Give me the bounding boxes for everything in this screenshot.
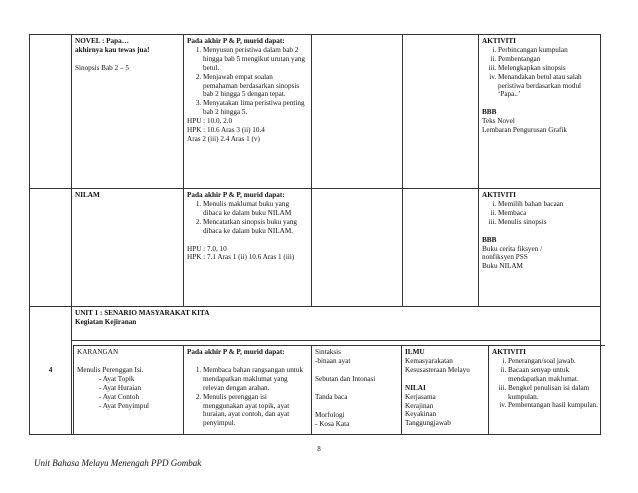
nilai-item: Keyakinan	[405, 410, 437, 419]
bbb-item: Buku cerita fiksyen /	[482, 244, 543, 253]
note: HPK : 10.6 Aras 3 (ii) 10.4	[187, 126, 265, 135]
page-footer: Unit Bahasa Melayu Menengah PPD Gombak	[34, 458, 202, 468]
list-item: ii. Bacaan senyap untuk mendapatkan maklumat.	[508, 366, 602, 384]
activity-cell	[479, 35, 601, 189]
unit-content-row	[30, 341, 601, 435]
objective-cell	[184, 35, 312, 189]
activity-cell	[489, 346, 605, 434]
topic-cell	[72, 189, 184, 307]
unit-header-row	[30, 307, 601, 341]
week-cell	[30, 189, 72, 307]
empty-cell	[312, 35, 403, 189]
objective-cell	[184, 346, 312, 434]
note: Aras 2 (iii) 2.4 Aras 1 (v)	[187, 134, 260, 143]
unit-content	[72, 341, 601, 435]
list-item: 1. Menulis maklumat buku yang dibaca ke dalam buku NILAM	[203, 200, 308, 218]
grammar-cell	[312, 346, 402, 434]
objective-cell	[184, 189, 312, 307]
list-item: iv. Pembentangan hasil kumpulan.	[508, 401, 602, 410]
karangan-title: KARANGAN	[77, 348, 119, 356]
bbb-header: BBB	[482, 108, 497, 117]
list-item: ii. Membaca	[498, 209, 597, 218]
karangan-subtitle: Menulis Perenggan Isi.	[77, 365, 144, 374]
nilai-item: Kerajinan	[405, 401, 434, 410]
empty-cell	[312, 189, 403, 307]
unit-title-cell	[72, 307, 601, 341]
unit-title: UNIT 1 : SENARIO MASYARAKAT KITA	[75, 309, 210, 317]
activity-list	[482, 200, 597, 227]
topic-title: NOVEL : Papa…	[75, 37, 129, 45]
table-row	[30, 35, 601, 189]
grammar-item: -binaan ayat	[315, 356, 351, 365]
grammar-item: - Kosa Kata	[315, 419, 350, 428]
objective-list	[187, 46, 308, 117]
activity-list	[492, 357, 602, 410]
empty-cell	[403, 35, 479, 189]
bbb-item: Teks Novel	[482, 117, 515, 126]
ilmu-nilai-cell	[402, 346, 489, 434]
activity-cell	[479, 189, 601, 307]
list-item: 3. Menyatakan lima peristiwa penting bab 2 hingga 5.	[203, 99, 308, 117]
empty-cell	[403, 189, 479, 307]
activity-header: AKTIVITI	[492, 348, 526, 356]
topic-cell	[72, 35, 184, 189]
table-row	[30, 189, 601, 307]
list-item: - Ayat Penyimpul	[99, 402, 180, 411]
list-item: iii. Menulis sinopsis	[498, 218, 597, 227]
note: HPU : 7.0, 10	[187, 244, 227, 253]
list-item: i. Penerangan/soal jawab.	[508, 357, 602, 366]
objective-header: Pada akhir P & P, murid dapat:	[187, 191, 285, 199]
topic-title: akhirnya kau tewas jua!	[75, 45, 150, 54]
bbb-header: BBB	[482, 235, 497, 244]
note: HPU : 10.0, 2.0	[187, 117, 233, 126]
list-item: 2. Menulis perenggan isi menggunakan ayat topik, ayat huraian, ayat contoh, dan ayat penyimpul.	[203, 393, 308, 429]
grammar-item: Tanda baca	[315, 392, 348, 401]
activity-header: AKTIVITI	[482, 191, 516, 199]
activity-header: AKTIVITI	[482, 37, 516, 45]
bbb-item: Buku NILAM	[482, 262, 523, 271]
grammar-item: Sintaksis	[315, 348, 341, 356]
week-number: 4	[30, 307, 72, 435]
karangan-cell	[74, 346, 184, 434]
week-cell	[30, 35, 72, 189]
topic-subtitle: Sinopsis Bab 2 – 5	[75, 63, 129, 72]
list-item: 1. Membaca bahan rangsangan untuk mendapatkan maklumat yang relevan dengan arahan.	[203, 366, 308, 393]
list-item: 2. Menjawab empat soalan pemahaman berdasarkan sinopsis bab 2 hingga 5 dengan tepat.	[203, 73, 308, 100]
ilmu-item: Kemasyarakatan	[405, 356, 453, 365]
list-item: iii. Melengkapkan sinopsis	[498, 64, 597, 73]
bbb-item: Lembaran Pengurusan Grafik	[482, 126, 568, 135]
list-item: ii. Pembentangan	[498, 55, 597, 64]
karangan-list	[77, 375, 180, 411]
list-item: iv. Menandakan betul atau salah peristiwa berdasarkan modul ‘Papa..’	[498, 73, 597, 100]
activity-list	[482, 46, 597, 99]
ilmu-item: Kesusasteraan Melayu	[405, 365, 470, 374]
list-item: - Ayat Topik	[99, 375, 180, 384]
note: HPK : 7.1 Aras 1 (ii) 10.6 Aras 1 (iii)	[187, 253, 295, 262]
nilai-item: Tanggungjawab	[405, 419, 451, 428]
topic-title: NILAM	[75, 191, 100, 199]
list-item: - Ayat Huraian	[99, 384, 180, 393]
lesson-plan-table	[29, 34, 601, 435]
list-item: - Ayat Contoh	[99, 393, 180, 402]
page-number: 8	[317, 445, 321, 453]
nilai-header: NILAI	[405, 383, 426, 392]
grammar-item: Morfologi	[315, 410, 345, 419]
nilai-item: Kerjasama	[405, 392, 436, 401]
list-item: i. Memilih bahan bacaan	[498, 200, 597, 209]
ilmu-header: ILMU	[405, 348, 425, 356]
objective-header: Pada akhir P & P, murid dapat:	[187, 37, 285, 45]
unit-subtitle: Kegiatan Kejiranan	[75, 317, 137, 326]
list-item: iii. Bengkel penulisan isi dalam kumpulan.	[508, 384, 602, 402]
list-item: i. Perbincangan kumpulan	[498, 46, 597, 55]
bbb-item: nonfiksyen PSS	[482, 253, 528, 262]
grammar-item: Sebutan dan Intonasi	[315, 374, 376, 383]
objective-header: Pada akhir P & P, murid dapat:	[187, 348, 285, 356]
list-item: 2. Mencatatkan sinopsis buku yang dibaca ke dalam buku NILAM.	[203, 218, 308, 236]
list-item: 1. Menyusun peristiwa dalam bab 2 hingga bab 5 mengikut urutan yang betul.	[203, 46, 308, 73]
objective-list	[187, 200, 308, 236]
objective-list	[187, 366, 308, 428]
unit-subtable	[73, 345, 605, 434]
